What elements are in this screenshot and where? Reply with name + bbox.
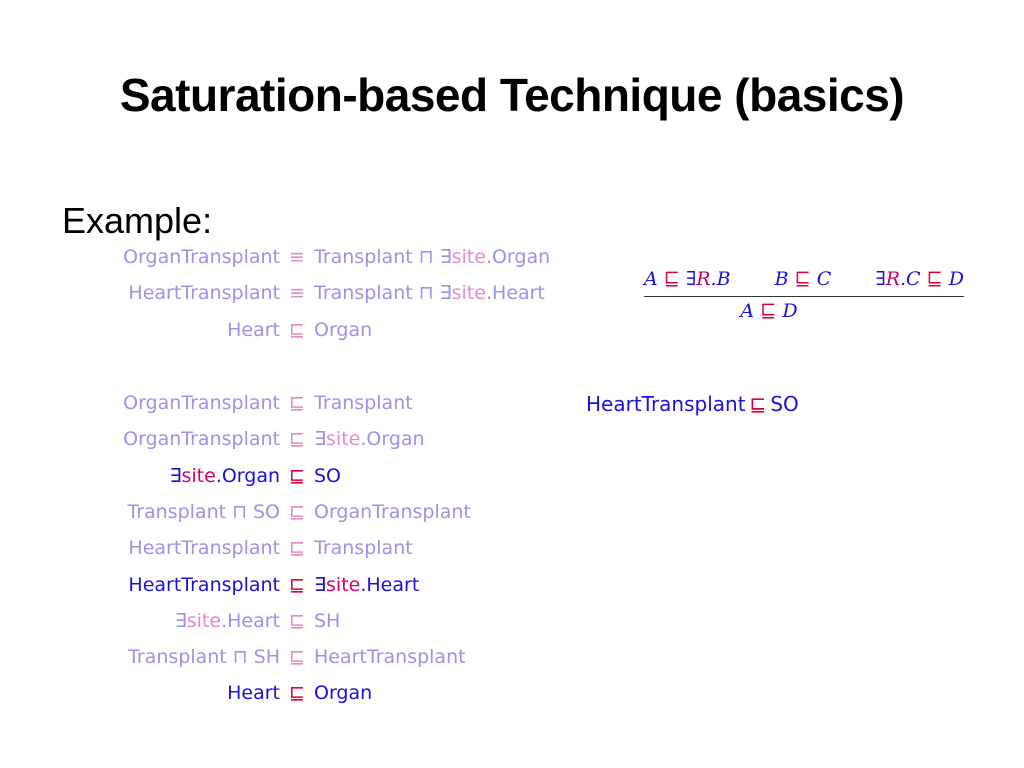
role-name: site: [451, 282, 486, 305]
concept-text: ∃: [314, 428, 327, 451]
axiom-rhs: [314, 537, 413, 559]
concept-text: Transplant: [128, 646, 233, 669]
axiom-lhs: OrganTransplant: [123, 246, 280, 268]
rule-conclusion: A ⊑ D: [740, 300, 798, 322]
derived-axiom-row: [0, 537, 1024, 567]
concept-text: OrganTransplant: [123, 392, 280, 414]
concept-text: OrganTransplant: [314, 500, 471, 523]
concept-text: Organ: [314, 682, 373, 705]
concept-text: Transplant: [314, 392, 413, 414]
axiom-operator: ≡: [289, 282, 305, 305]
axiom-rhs: [314, 646, 466, 668]
role-name: site: [451, 246, 486, 268]
concept-text: Transplant: [127, 500, 233, 523]
axiom-lhs: Heart: [227, 318, 280, 341]
derived-axiom-row: [0, 682, 1024, 712]
concept-text: ∃: [174, 609, 187, 632]
concept-text: SO: [246, 500, 280, 523]
role-name: site: [181, 464, 216, 487]
derived-axiom-row: [0, 574, 1024, 604]
inference-rule: [644, 268, 964, 322]
axiom-lhs: [128, 574, 280, 596]
concept-text: OrganTransplant: [123, 428, 280, 451]
axiom-lhs: [169, 465, 280, 487]
concept-text: SO: [314, 464, 342, 487]
axiom-lhs: HeartTransplant: [128, 282, 280, 305]
intersection-symbol: ⊓: [232, 646, 248, 669]
axiom-rhs: [314, 610, 340, 632]
axiom-operator: ⊑: [289, 537, 305, 560]
concept-text: Heart: [227, 682, 280, 705]
concept-text: ∃: [169, 464, 182, 487]
concept-text: HeartTransplant: [128, 573, 280, 596]
concept-text: Transplant: [314, 282, 419, 305]
rule-premises: [644, 268, 964, 290]
intersection-symbol: ⊓: [418, 282, 434, 305]
concept-text: HeartTransplant: [314, 646, 466, 669]
concept-text: Transplant: [314, 246, 419, 268]
concept-text: ∃: [314, 573, 327, 596]
role-name: site: [326, 573, 361, 596]
axiom-rhs: [314, 282, 545, 304]
axiom-rhs: [314, 392, 413, 414]
axiom-operator: ⊑: [289, 428, 305, 451]
axiom-rhs: [314, 574, 419, 596]
derived-axiom-row: [0, 501, 1024, 531]
slide-title: Saturation-based Technique (basics): [119, 69, 905, 121]
axiom-rhs: [314, 501, 471, 523]
axiom-rhs: [314, 428, 425, 450]
example-heading: Example:: [62, 200, 213, 241]
derived-axiom: HeartTransplant ⊑ SO: [586, 392, 799, 416]
axiom-lhs: [227, 682, 280, 704]
axiom-operator: ⊑: [289, 609, 305, 632]
ontology-axiom: [0, 319, 1024, 349]
axiom-lhs: [175, 610, 280, 632]
concept-text: .Heart: [221, 609, 280, 632]
axiom-rhs: [314, 465, 341, 487]
concept-text: ∃: [433, 282, 452, 305]
axiom-lhs: [123, 392, 280, 414]
concept-text: Organ: [314, 318, 373, 341]
axiom-operator: ⊑: [289, 682, 305, 705]
axiom-operator: ⊑: [289, 464, 305, 487]
intersection-symbol: ⊓: [232, 500, 247, 523]
axiom-operator: ≡: [289, 246, 305, 268]
concept-text: SH: [247, 646, 280, 669]
concept-text: .Organ: [485, 246, 551, 268]
axiom-operator: ⊑: [289, 646, 305, 669]
rule-premise-2: B ⊑ C: [774, 268, 832, 290]
rule-divider: [644, 296, 964, 297]
concept-text: .Organ: [360, 428, 425, 451]
concept-text: HeartTransplant: [128, 537, 280, 560]
rule-premise-3: ∃R.C ⊑ D: [875, 268, 964, 290]
axiom-lhs: [127, 501, 280, 523]
derived-axiom-row: [0, 610, 1024, 640]
derived-axiom-row: [0, 465, 1024, 495]
role-name: site: [186, 609, 222, 632]
axiom-lhs: [128, 537, 280, 559]
axiom-operator: ⊑: [289, 573, 305, 596]
rule-premise-1: A ⊑ ∃R.B: [644, 268, 731, 290]
axiom-operator: ⊑: [289, 318, 305, 341]
axiom-lhs: [128, 646, 280, 668]
role-name: site: [326, 428, 361, 451]
concept-text: .Heart: [360, 573, 420, 596]
concept-text: SH: [314, 609, 341, 632]
axiom-rhs: [314, 319, 372, 341]
axiom-lhs: [123, 428, 280, 450]
axiom-operator: ⊑: [289, 392, 305, 414]
concept-text: Transplant: [314, 537, 413, 560]
derived-axiom-row: [0, 392, 1024, 422]
concept-text: .Heart: [485, 282, 545, 305]
intersection-symbol: ⊓: [418, 246, 434, 268]
axiom-operator: ⊑: [289, 500, 305, 523]
axiom-rhs: [314, 246, 550, 268]
concept-text: ∃: [433, 246, 452, 268]
derived-axiom-row: [0, 646, 1024, 676]
concept-text: .Organ: [215, 464, 280, 487]
axiom-rhs: [314, 682, 372, 704]
derived-axiom-row: [0, 428, 1024, 458]
